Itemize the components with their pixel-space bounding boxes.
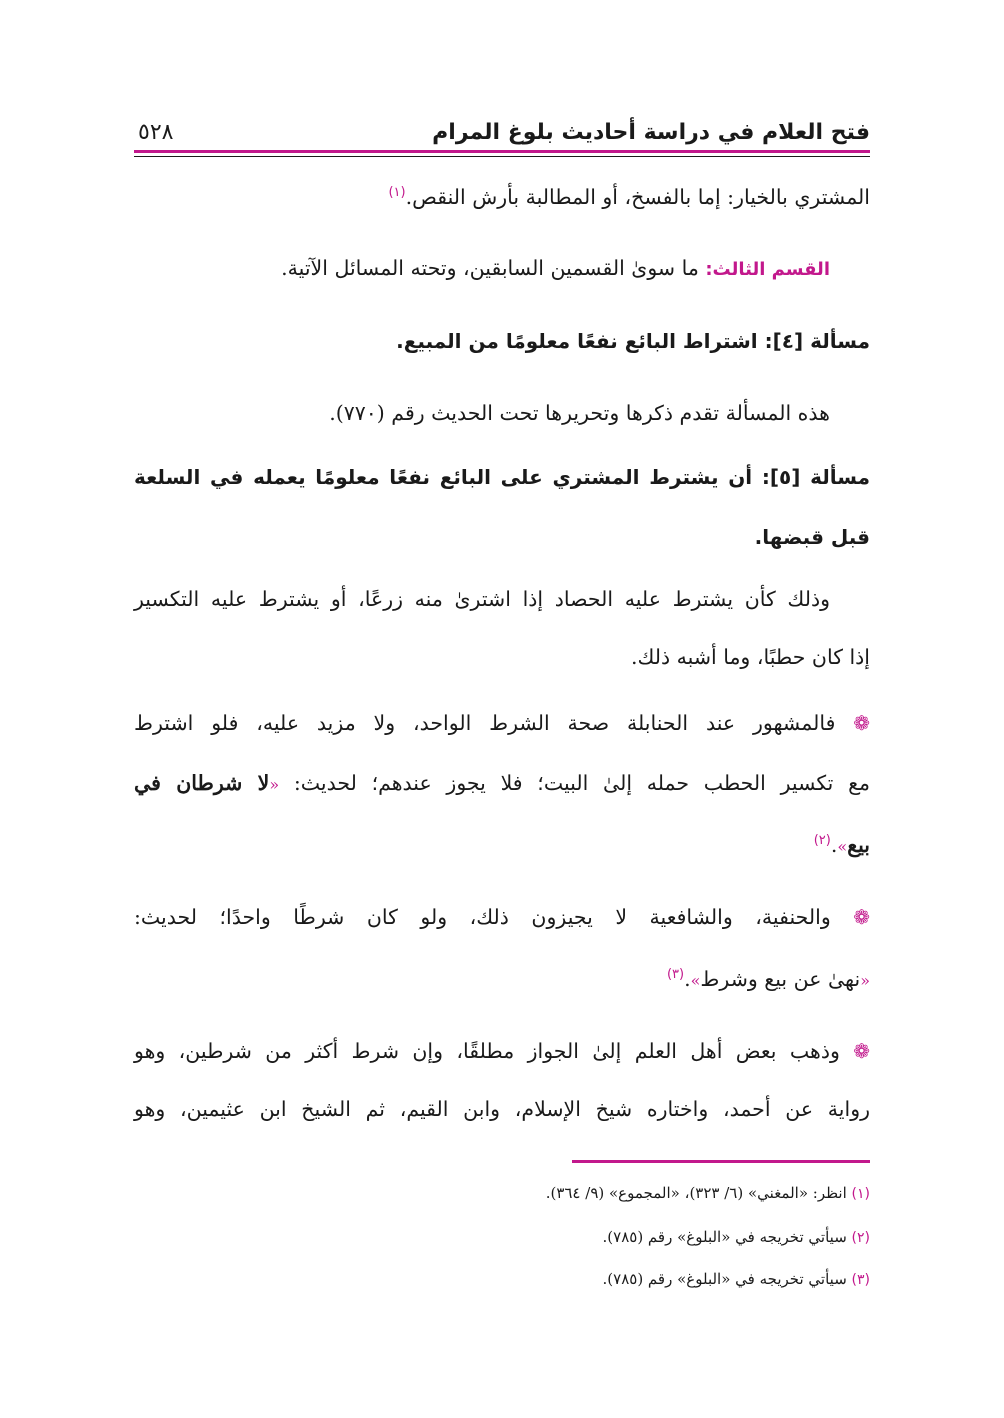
- header-rule-accent: [134, 150, 870, 153]
- footnote-ref[interactable]: (٣): [666, 967, 685, 982]
- hadith-text: لا شرطان في: [134, 771, 270, 795]
- footnote-number: (١): [851, 1186, 870, 1202]
- paragraph-line: ❁ والحنفية، والشافعية لا يجيزون ذلك، ولو كان شرطًا واحدًا؛ لحديث:: [134, 905, 870, 929]
- paragraph-line: بيع».$^{(٢)}$: [813, 832, 870, 857]
- footnote-separator: [572, 1160, 870, 1163]
- issue-label: مسألة [٤]:: [764, 329, 870, 353]
- paragraph-line: المشتري بالخيار: إما بالفسخ، أو المطالبة بأرش النقص.$^{(١)}$: [388, 184, 870, 209]
- flower-bullet-icon: ❁: [853, 905, 870, 929]
- paragraph-line: هذه المسألة تقدم ذكرها وتحريرها تحت الحديث رقم (٧٧٠).: [329, 401, 830, 425]
- footnote-ref[interactable]: (١): [388, 185, 406, 200]
- hadith-text: بيع: [847, 832, 870, 857]
- paragraph-line: ❁ وذهب بعض أهل العلم إلىٰ الجواز مطلقًا، وإن شرط أكثر من شرطين، وهو: [134, 1039, 870, 1063]
- paragraph-line: مع تكسير الحطب حمله إلىٰ البيت؛ فلا يجوز عندهم؛ لحديث: «لا شرطان في: [134, 771, 870, 795]
- footnote: (٣) سيأتي تخريجه في «البلوغ» رقم (٧٨٥).: [602, 1270, 870, 1288]
- header-rule-thin: [134, 156, 870, 157]
- flower-bullet-icon: ❁: [853, 711, 870, 735]
- paragraph-line: إذا كان حطبًا، وما أشبه ذلك.: [630, 645, 870, 669]
- footnote: (١) انظر: «المغني» (٦/ ٣٢٣)، «المجموع» (٩/ ٣٦٤).: [545, 1184, 870, 1202]
- issue-label: مسألة [٥]:: [761, 465, 870, 489]
- page-number: ٥٢٨: [138, 120, 174, 145]
- issue-heading: مسألة [٥]: أن يشترط المشتري على البائع نفعًا معلومًا يعمله في السلعة: [134, 465, 870, 489]
- issue-heading: مسألة [٤]: اشتراط البائع نفعًا معلومًا من المبيع.: [396, 329, 870, 353]
- flower-bullet-icon: ❁: [853, 1039, 870, 1063]
- section-label: القسم الثالث:: [705, 259, 830, 280]
- paragraph-line: رواية عن أحمد، واختاره شيخ الإسلام، وابن القيم، ثم الشيخ ابن عثيمين، وهو: [134, 1097, 870, 1121]
- footnote-number: (٣): [851, 1272, 870, 1288]
- paragraph-line: ❁ فالمشهور عند الحنابلة صحة الشرط الواحد، ولا مزيد عليه، فلو اشترط: [134, 711, 870, 735]
- hadith-text: نهىٰ عن بيع وشرط: [700, 966, 861, 991]
- footnote: (٢) سيأتي تخريجه في «البلوغ» رقم (٧٨٥).: [602, 1228, 870, 1246]
- footnote-ref[interactable]: (٢): [813, 833, 831, 848]
- section-heading: القسم الثالث: ما سوىٰ القسمين السابقين، وتحته المسائل الآتية.: [281, 256, 830, 280]
- book-page: [134, 0, 870, 1418]
- paragraph-line: وذلك كأن يشترط عليه الحصاد إذا اشترىٰ منه زرعًا، أو يشترط عليه التكسير: [134, 587, 830, 611]
- footnote-number: (٢): [851, 1230, 870, 1246]
- issue-heading-continued: قبل قبضها.: [754, 525, 870, 549]
- paragraph-line: «نهىٰ عن بيع وشرط».$^{(٣)}$: [666, 966, 870, 991]
- book-title: فتح العلام في دراسة أحاديث بلوغ المرام: [432, 120, 870, 145]
